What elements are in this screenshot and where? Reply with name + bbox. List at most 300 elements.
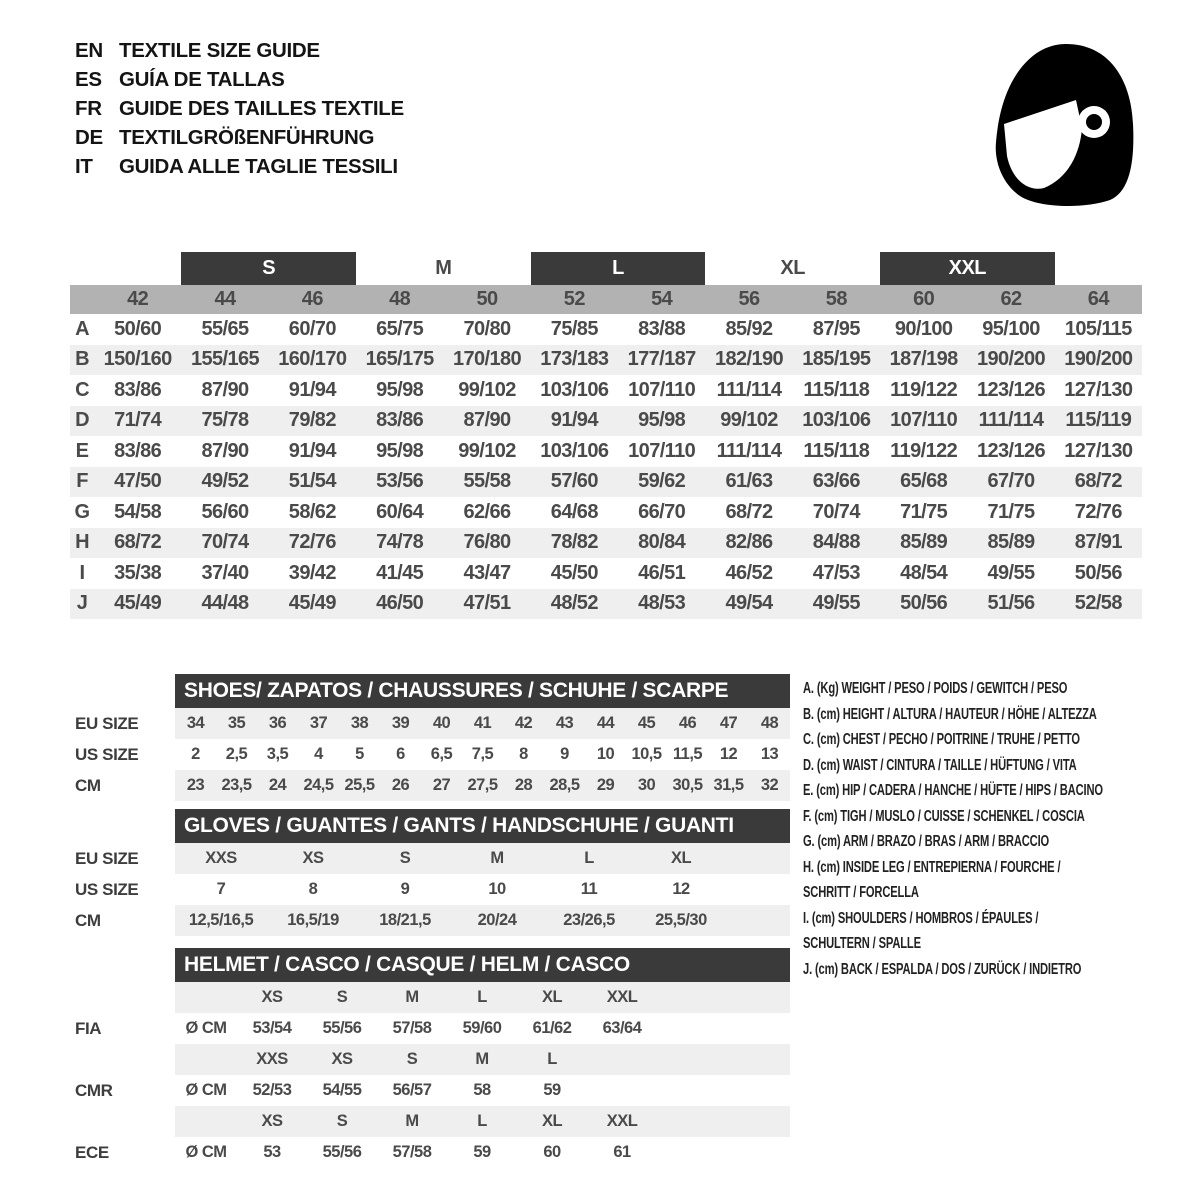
cmr-values (175, 1075, 790, 1106)
table-row-c (70, 375, 1142, 406)
shoe-us-size: 9 (560, 745, 569, 763)
shoes-cm-values (175, 770, 790, 801)
helmet-size-label: L (477, 988, 487, 1006)
size-value: 95/98 (638, 409, 686, 432)
shoe-eu-size: 34 (186, 714, 205, 732)
size-value: 46/52 (725, 561, 773, 584)
size-group-s: S (181, 252, 356, 285)
size-value: 83/86 (114, 378, 162, 401)
shoe-cm-size: 24 (268, 776, 287, 794)
size-value: 49/55 (987, 561, 1035, 584)
helmet-size-value: 58 (473, 1081, 491, 1099)
size-value: 177/187 (627, 348, 696, 371)
size-value: 85/92 (725, 317, 773, 340)
row-letter: C (75, 378, 89, 401)
table-row-j (70, 589, 1142, 620)
shoe-eu-size: 48 (760, 714, 779, 732)
table-row-e (70, 436, 1142, 467)
gloves-cm-row (75, 905, 790, 936)
size-value: 45/50 (550, 561, 598, 584)
size-value: 39/42 (288, 561, 336, 584)
gloves-us-values (175, 874, 790, 905)
gloves-us-row (75, 874, 790, 905)
numeric-size-label: 62 (1000, 288, 1022, 310)
glove-us-size: 8 (308, 880, 318, 898)
size-value: 65/68 (900, 470, 948, 493)
size-value: 53/56 (376, 470, 424, 493)
row-letter: J (76, 592, 88, 615)
helmet-size-value: 60 (543, 1143, 561, 1161)
helmet-size-label: XL (541, 988, 563, 1006)
language-row (75, 36, 404, 65)
size-value: 64/68 (550, 500, 598, 523)
glove-eu-size: S (399, 849, 411, 867)
eu-size-label: EU SIZE (75, 713, 139, 733)
glove-us-size: 11 (580, 880, 598, 898)
table-row-a (70, 314, 1142, 345)
row-letter: H (75, 531, 89, 554)
shoe-cm-size: 28,5 (549, 776, 580, 794)
numeric-size-label: 52 (563, 288, 585, 310)
size-value: 87/90 (463, 409, 511, 432)
shoe-us-size: 2 (191, 745, 200, 763)
shoes-eu-row (75, 708, 790, 739)
size-value: 47/51 (463, 592, 511, 615)
helmet-icon (982, 40, 1134, 206)
numeric-size-label: 50 (476, 288, 498, 310)
ece-values-row (75, 1137, 790, 1168)
helmet-size-value: 56/57 (392, 1081, 432, 1099)
size-value: 48/54 (900, 561, 948, 584)
size-value: 87/91 (1074, 531, 1122, 554)
fia-size-labels (175, 982, 790, 1013)
size-value: 35/38 (114, 561, 162, 584)
shoe-eu-size: 38 (350, 714, 369, 732)
shoe-us-size: 10,5 (631, 745, 662, 763)
spacer (75, 809, 175, 843)
cmr-sizes-row (75, 1044, 790, 1075)
size-value: 75/85 (550, 317, 598, 340)
legend-line: D. (cm) WAIST / CINTURA / TAILLE / HÜFTUNG / VITA (803, 756, 1077, 774)
size-value: 44/48 (201, 592, 249, 615)
size-value: 63/66 (812, 470, 860, 493)
size-value: 70/74 (812, 500, 860, 523)
size-value: 155/165 (190, 348, 260, 371)
shoe-eu-size: 35 (227, 714, 246, 732)
shoe-cm-size: 23 (186, 776, 205, 794)
helmet-size-label: M (405, 988, 419, 1006)
shoe-us-size: 4 (314, 745, 323, 763)
size-value: 46/51 (638, 561, 686, 584)
helmet-size-label: XS (331, 1050, 353, 1068)
table-row-f (70, 467, 1142, 498)
size-value: 83/86 (376, 409, 424, 432)
accessory-size-tables (75, 674, 790, 1168)
fia-label: FIA (75, 1018, 102, 1038)
helmet-size-value: 59 (543, 1081, 561, 1099)
size-value: 123/126 (976, 378, 1046, 401)
size-value: 62/66 (463, 500, 511, 523)
size-value: 68/72 (1074, 470, 1122, 493)
size-value: 190/200 (976, 348, 1046, 371)
glove-eu-size: XS (302, 849, 324, 867)
helmet-size-label: S (336, 1112, 348, 1130)
helmet-title-bar: HELMET / CASCO / CASQUE / HELM / CASCO (175, 948, 790, 982)
glove-cm-size: 25,5/30 (655, 911, 707, 929)
row-letter: I (79, 561, 85, 584)
size-group-xl: XL (780, 257, 805, 279)
shoe-cm-size: 27,5 (467, 776, 498, 794)
size-value: 115/118 (803, 439, 870, 462)
helmet-size-label: XL (541, 1112, 563, 1130)
glove-cm-size: 18/21,5 (379, 911, 431, 929)
size-value: 170/180 (452, 348, 522, 371)
size-value: 82/86 (725, 531, 773, 554)
shoe-eu-size: 39 (391, 714, 410, 732)
size-value: 46/50 (376, 592, 424, 615)
shoe-us-size: 12 (719, 745, 738, 763)
legend-line: G. (cm) ARM / BRAZO / BRAS / ARM / BRACCIO (803, 833, 1050, 850)
numeric-size-label: 46 (301, 288, 323, 310)
helmet-size-label: L (547, 1050, 557, 1068)
guide-title: TEXTILGRÖßENFÜHRUNG (119, 125, 375, 149)
size-value: 45/49 (288, 592, 336, 615)
numeric-size-label: 54 (651, 288, 673, 310)
glove-eu-size: XXS (205, 849, 237, 867)
legend-line: E. (cm) HIP / CADERA / HANCHE / HÜFTE / HIPS / BACINO (803, 782, 1103, 799)
guide-title: GUÍA DE TALLAS (119, 67, 285, 91)
diameter-label: Ø CM (185, 1019, 227, 1037)
table-row-b (70, 345, 1142, 376)
glove-us-size: 9 (400, 880, 410, 898)
size-value: 54/58 (114, 500, 162, 523)
shoe-cm-size: 24,5 (303, 776, 334, 794)
size-value: 111/114 (716, 378, 782, 401)
size-value: 49/54 (725, 592, 773, 615)
language-row (75, 65, 404, 94)
size-value: 150/160 (103, 348, 172, 371)
us-size-label: US SIZE (75, 879, 139, 899)
language-title-list (75, 36, 404, 181)
helmet-size-label: L (477, 1112, 487, 1130)
gloves-eu-values (175, 843, 790, 874)
helmet-size-label: M (475, 1050, 489, 1068)
size-value: 115/119 (1065, 409, 1132, 432)
size-value: 60/64 (376, 500, 424, 523)
ece-size-labels (175, 1106, 790, 1137)
row-letter: E (75, 439, 89, 462)
numeric-size-header-row (70, 285, 1142, 314)
size-value: 127/130 (1064, 378, 1133, 401)
table-row-g (70, 497, 1142, 528)
gloves-cm-values (175, 905, 790, 936)
shoe-us-size: 7,5 (471, 745, 494, 763)
spacer (75, 948, 175, 982)
shoe-us-size: 6 (396, 745, 405, 763)
size-value: 99/102 (720, 409, 778, 432)
shoe-cm-size: 28 (514, 776, 533, 794)
helmet-size-value: 55/56 (322, 1019, 362, 1037)
size-value: 47/50 (114, 470, 162, 493)
shoes-header-row (75, 674, 790, 708)
table-row-h (70, 528, 1142, 559)
legend-line: A. (Kg) WEIGHT / PESO / POIDS / GEWITCH / PESO (803, 680, 1068, 697)
size-value: 79/82 (288, 409, 336, 432)
guide-title: GUIDE DES TAILLES TEXTILE (119, 96, 404, 120)
glove-cm-size: 12,5/16,5 (188, 911, 254, 929)
size-value: 85/89 (987, 531, 1035, 554)
size-value: 119/122 (890, 439, 958, 462)
size-value: 51/54 (288, 470, 336, 493)
shoe-eu-size: 44 (596, 714, 615, 732)
fia-values (175, 1013, 790, 1044)
size-value: 119/122 (890, 378, 958, 401)
helmet-size-label: XS (261, 988, 283, 1006)
size-value: 49/55 (812, 592, 860, 615)
size-value: 91/94 (550, 409, 598, 432)
shoes-us-values (175, 739, 790, 770)
size-value: 50/60 (114, 317, 162, 340)
language-code: IT (75, 154, 93, 178)
shoes-eu-values (175, 708, 790, 739)
size-value: 66/70 (638, 500, 686, 523)
shoe-us-size: 10 (596, 745, 615, 763)
spacer (75, 1106, 175, 1137)
row-letter: A (75, 317, 89, 340)
table-row-i (70, 558, 1142, 589)
size-value: 57/60 (550, 470, 598, 493)
language-code: ES (75, 67, 102, 91)
shoe-eu-size: 45 (637, 714, 656, 732)
legend-line: J. (cm) BACK / ESPALDA / DOS / ZURÜCK / INDIETRO (803, 960, 1082, 978)
shoe-cm-size: 26 (391, 776, 410, 794)
shoe-cm-size: 29 (596, 776, 615, 794)
textile-size-table (70, 252, 1142, 619)
numeric-size-label: 56 (738, 288, 760, 310)
size-value: 48/53 (638, 592, 686, 615)
glove-cm-size: 23/26,5 (563, 911, 615, 929)
ece-values (175, 1137, 790, 1168)
eu-size-label: EU SIZE (75, 848, 139, 868)
shoe-eu-size: 41 (473, 714, 492, 732)
shoe-cm-size: 31,5 (713, 776, 744, 794)
helmet-size-label: XXL (606, 988, 638, 1006)
shoe-eu-size: 43 (555, 714, 574, 732)
fia-sizes-row (75, 982, 790, 1013)
cm-label: CM (75, 775, 101, 795)
size-value: 70/80 (463, 317, 511, 340)
spacer (175, 1106, 237, 1137)
helmet-size-value: 52/53 (252, 1081, 292, 1099)
size-value: 103/106 (540, 378, 609, 401)
size-value: 111/114 (716, 439, 782, 462)
legend-line: SCHRITT / FORCELLA (803, 884, 919, 901)
language-code: DE (75, 125, 103, 149)
numeric-size-label: 42 (127, 288, 149, 310)
diameter-label: Ø CM (185, 1081, 227, 1099)
helmet-size-value: 54/55 (322, 1081, 362, 1099)
size-group-header-row (70, 252, 1142, 285)
size-value: 185/195 (802, 348, 871, 371)
legend-line: C. (cm) CHEST / PECHO / POITRINE / TRUHE / PETTO (803, 731, 1080, 748)
size-value: 58/62 (288, 500, 336, 523)
size-value: 76/80 (463, 531, 511, 554)
spacer (75, 1044, 175, 1075)
spacer (75, 982, 175, 1013)
size-value: 99/102 (458, 439, 516, 462)
shoe-cm-size: 30,5 (672, 776, 703, 794)
size-value: 72/76 (288, 531, 336, 554)
shoe-eu-size: 37 (309, 714, 328, 732)
shoe-us-size: 2,5 (225, 745, 248, 763)
shoe-eu-size: 36 (268, 714, 287, 732)
size-value: 68/72 (725, 500, 773, 523)
gloves-eu-row (75, 843, 790, 874)
size-value: 111/114 (978, 409, 1044, 432)
size-value: 87/90 (201, 378, 249, 401)
glove-eu-size: L (584, 849, 594, 867)
legend-line: F. (cm) TIGH / MUSLO / CUISSE / SCHENKEL / COSCIA (803, 807, 1085, 825)
size-value: 187/198 (889, 348, 958, 371)
helmet-size-value: 57/58 (392, 1019, 432, 1037)
spacer (175, 982, 237, 1013)
size-group-l: L (531, 252, 706, 285)
shoes-us-row (75, 739, 790, 770)
size-value: 74/78 (376, 531, 424, 554)
shoe-eu-size: 47 (719, 714, 738, 732)
size-value: 160/170 (278, 348, 347, 371)
row-letter: D (75, 409, 89, 432)
helmet-size-label: XXS (256, 1050, 288, 1068)
size-value: 90/100 (894, 317, 953, 340)
size-value: 71/74 (114, 409, 162, 432)
size-value: 61/63 (725, 470, 773, 493)
helmet-size-value: 53 (263, 1143, 281, 1161)
language-row (75, 152, 404, 181)
size-value: 48/52 (550, 592, 598, 615)
row-letter: G (74, 500, 90, 523)
glove-eu-size: M (490, 849, 504, 867)
shoes-cm-row (75, 770, 790, 801)
size-value: 95/100 (982, 317, 1040, 340)
glove-cm-size: 20/24 (477, 911, 517, 929)
helmet-size-label: XS (261, 1112, 283, 1130)
size-value: 59/62 (638, 470, 686, 493)
size-value: 83/88 (638, 317, 686, 340)
size-value: 78/82 (550, 531, 598, 554)
gloves-title-bar: GLOVES / GUANTES / GANTS / HANDSCHUHE / GUANTI (175, 809, 790, 843)
row-letter: F (76, 470, 88, 493)
size-value: 70/74 (201, 531, 249, 554)
shoe-us-size: 3,5 (266, 745, 289, 763)
gloves-header-row (75, 809, 790, 843)
cm-label: CM (75, 910, 101, 930)
legend-line: B. (cm) HEIGHT / ALTURA / HAUTEUR / HÖHE / ALTEZZA (803, 705, 1097, 723)
helmet-size-value: 61/62 (532, 1019, 572, 1037)
helmet-size-value: 57/58 (392, 1143, 432, 1161)
size-group-m: M (435, 257, 452, 279)
legend-line: H. (cm) INSIDE LEG / ENTREPIERNA / FOURCHE / (803, 858, 1061, 876)
language-code: EN (75, 38, 103, 62)
language-row (75, 94, 404, 123)
cmr-size-labels (175, 1044, 790, 1075)
spacer (75, 674, 175, 708)
size-value: 71/75 (987, 500, 1035, 523)
size-value: 123/126 (976, 439, 1046, 462)
size-value: 67/70 (987, 470, 1035, 493)
size-value: 55/65 (201, 317, 249, 340)
size-value: 190/200 (1064, 348, 1133, 371)
size-value: 165/175 (365, 348, 434, 371)
shoe-cm-size: 27 (432, 776, 451, 794)
cmr-label: CMR (75, 1080, 113, 1100)
size-value: 91/94 (288, 439, 336, 462)
size-value: 107/110 (890, 409, 958, 432)
numeric-size-label: 58 (825, 288, 847, 310)
ece-label: ECE (75, 1142, 109, 1162)
size-value: 107/110 (628, 378, 696, 401)
shoe-us-size: 8 (519, 745, 528, 763)
table-row-d (70, 406, 1142, 437)
size-value: 55/58 (463, 470, 511, 493)
shoe-us-size: 13 (760, 745, 779, 763)
shoe-eu-size: 42 (514, 714, 533, 732)
size-value: 68/72 (114, 531, 162, 554)
size-value: 50/56 (1074, 561, 1122, 584)
numeric-size-label: 44 (214, 288, 236, 310)
numeric-size-label: 64 (1087, 288, 1109, 310)
size-value: 49/52 (201, 470, 249, 493)
size-value: 87/90 (201, 439, 249, 462)
helmet-size-value: 53/54 (252, 1019, 292, 1037)
size-value: 45/49 (114, 592, 162, 615)
size-value: 99/102 (458, 378, 516, 401)
glove-us-size: 7 (216, 880, 226, 898)
shoe-cm-size: 32 (760, 776, 779, 794)
size-value: 47/53 (812, 561, 860, 584)
shoes-title-bar: SHOES/ ZAPATOS / CHAUSSURES / SCHUHE / SCARPE (175, 674, 790, 708)
size-value: 71/75 (900, 500, 948, 523)
shoe-us-size: 11,5 (672, 745, 703, 763)
numeric-size-label: 48 (389, 288, 411, 310)
size-value: 95/98 (376, 378, 424, 401)
size-value: 52/58 (1074, 592, 1122, 615)
size-value: 83/86 (114, 439, 162, 462)
size-value: 85/89 (900, 531, 948, 554)
size-value: 87/95 (812, 317, 860, 340)
shoe-us-size: 5 (355, 745, 364, 763)
size-value: 60/70 (288, 317, 336, 340)
size-value: 50/56 (900, 592, 948, 615)
shoe-cm-size: 30 (637, 776, 656, 794)
shoe-cm-size: 25,5 (344, 776, 375, 794)
diameter-label: Ø CM (185, 1143, 227, 1161)
spacer (175, 1044, 237, 1075)
size-value: 72/76 (1074, 500, 1122, 523)
size-value: 107/110 (628, 439, 696, 462)
guide-title: TEXTILE SIZE GUIDE (119, 38, 320, 62)
size-value: 51/56 (987, 592, 1035, 615)
size-value: 43/47 (463, 561, 511, 584)
size-group-xxl: XXL (880, 252, 1055, 285)
size-value: 41/45 (376, 561, 424, 584)
helmet-size-label: XXL (606, 1112, 638, 1130)
size-value: 103/106 (802, 409, 871, 432)
size-value: 115/118 (803, 378, 870, 401)
glove-cm-size: 16,5/19 (287, 911, 339, 929)
size-value: 80/84 (638, 531, 686, 554)
measurement-legend (803, 676, 1167, 982)
